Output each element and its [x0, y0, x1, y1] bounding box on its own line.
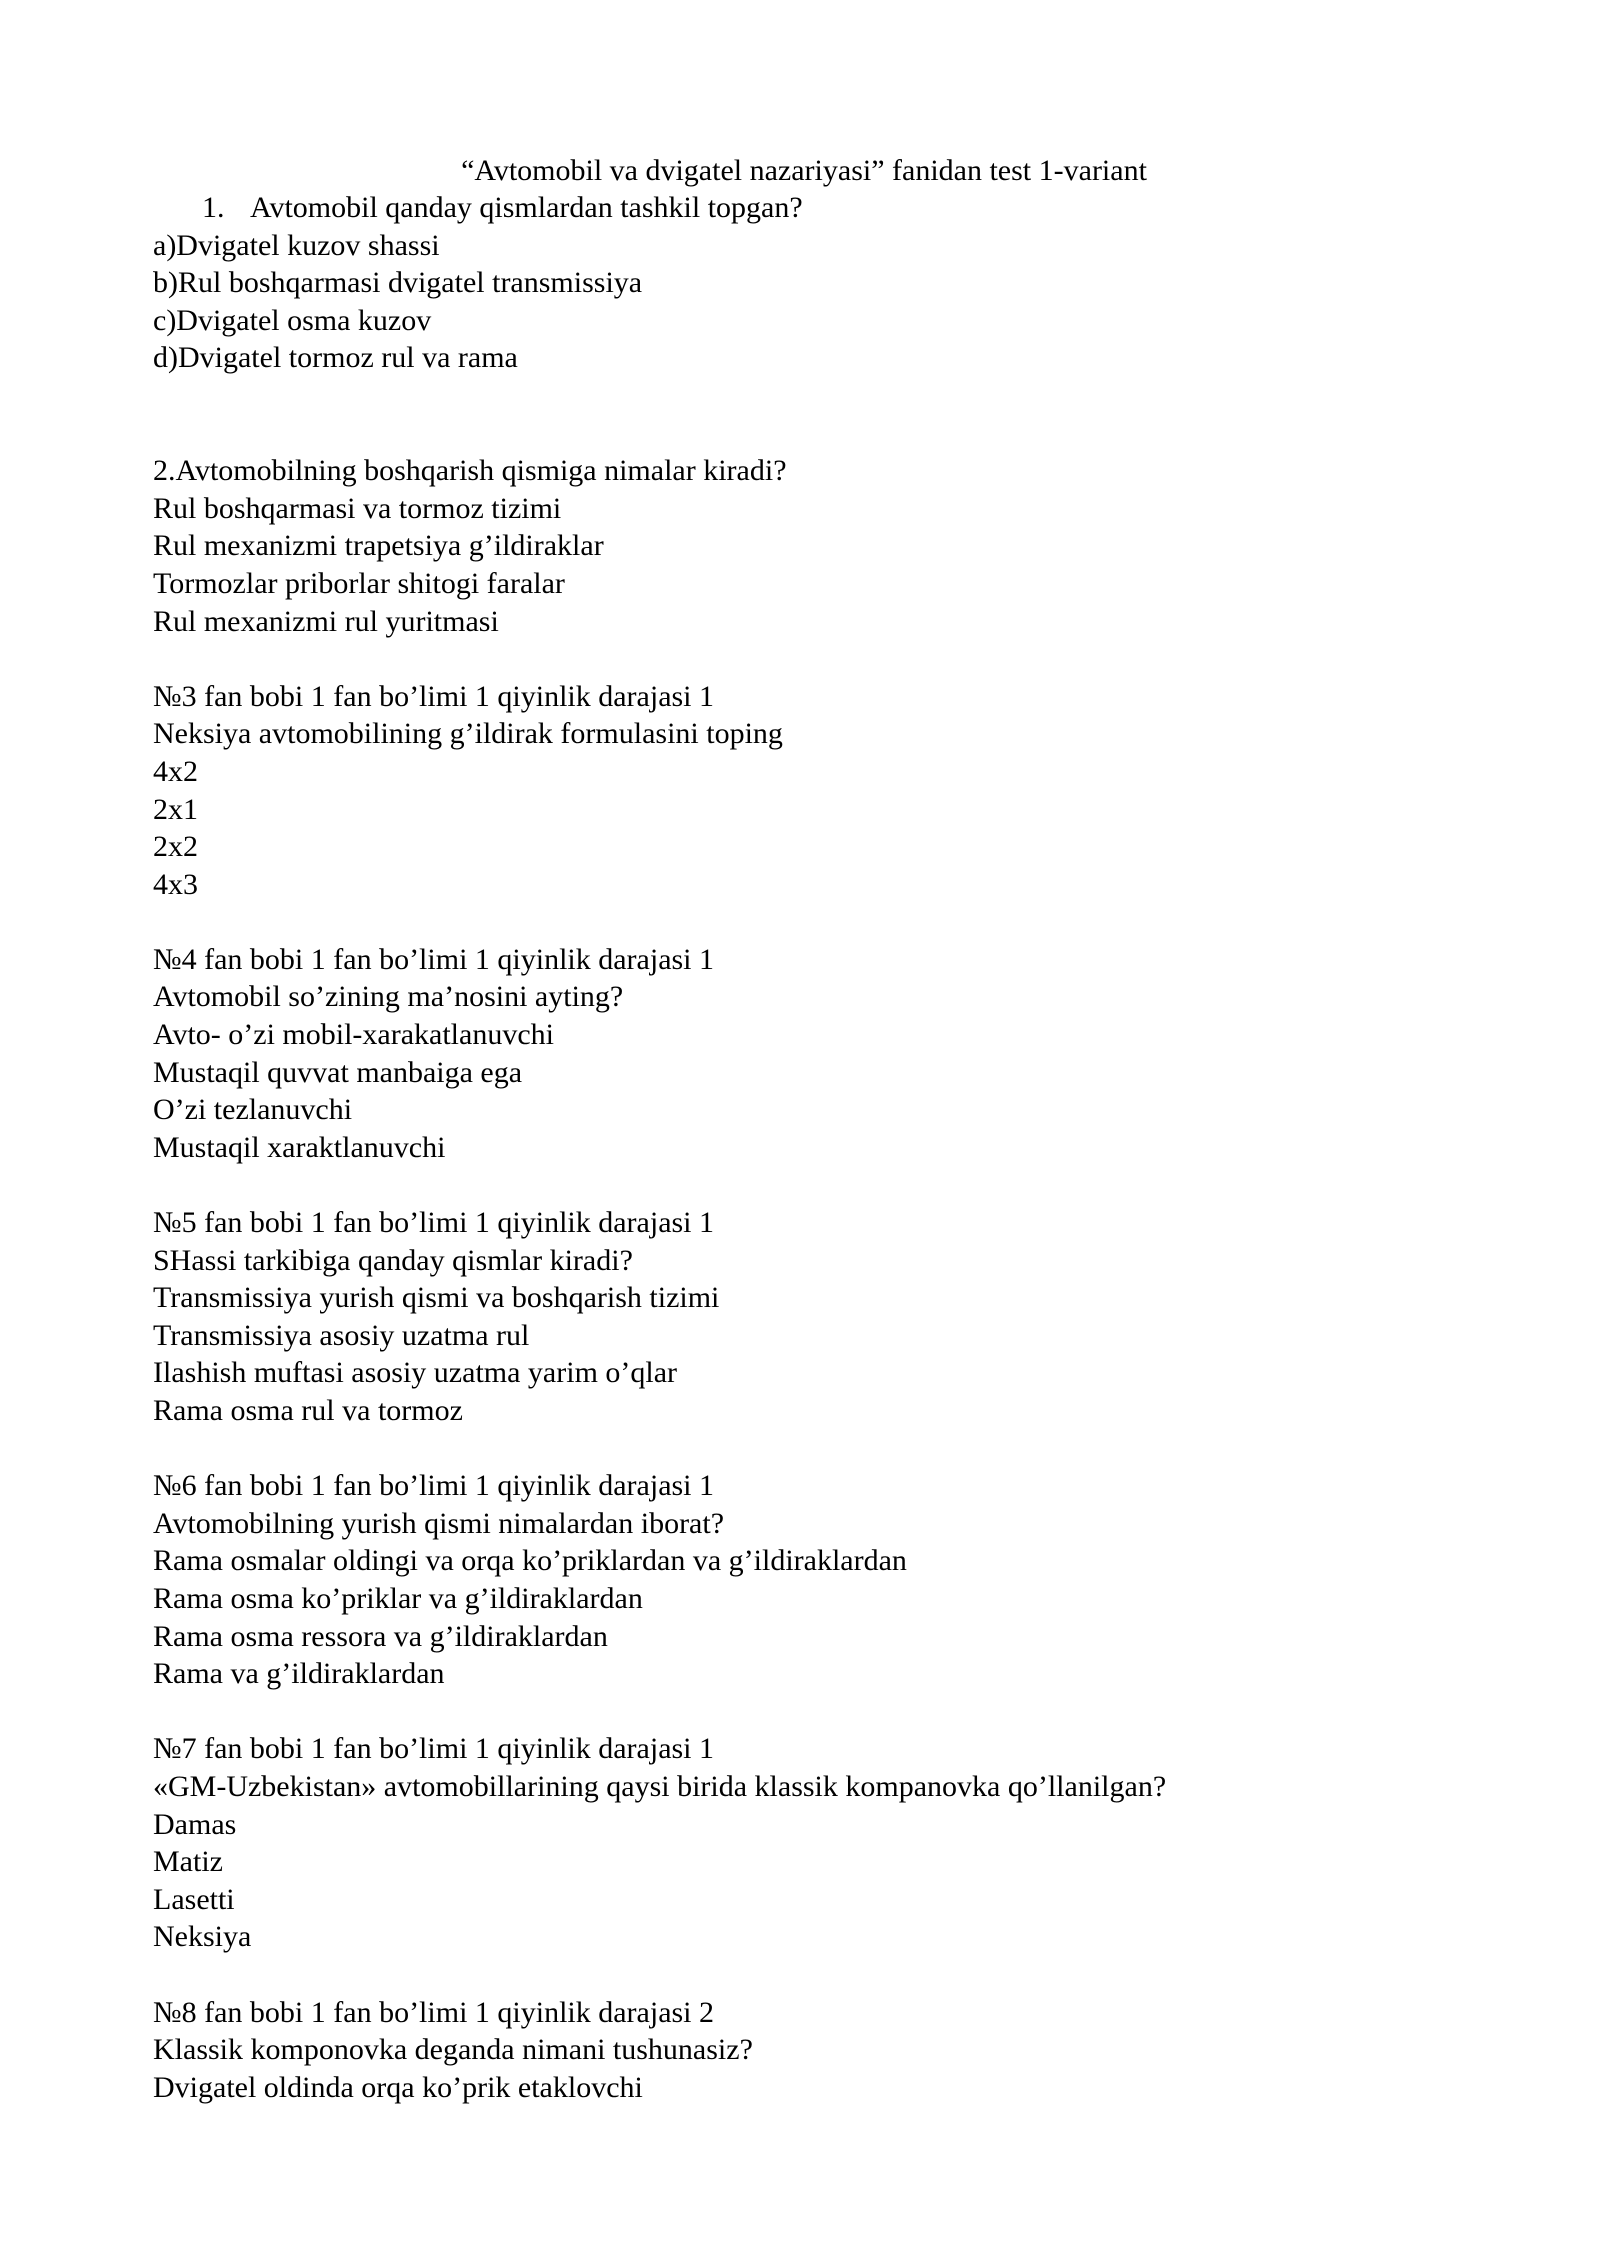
- question-2-option: Tormozlar priborlar shitogi faralar: [153, 566, 565, 600]
- question-1-option-c: c)Dvigatel osma kuzov: [153, 303, 432, 337]
- question-5: [153, 1204, 1453, 1430]
- question-6: [153, 1467, 1453, 1693]
- question-5-option: Transmissiya asosiy uzatma rul: [153, 1318, 530, 1352]
- question-2-text: 2.Avtomobilning boshqarish qismiga nimalar kiradi?: [153, 454, 787, 488]
- question-3-option: 4x3: [153, 867, 198, 901]
- question-3-header: №3 fan bobi 1 fan bo’limi 1 qiyinlik darajasi 1: [153, 679, 715, 713]
- question-3-option: 2x2: [153, 830, 198, 864]
- question-5-option: Ilashish muftasi asosiy uzatma yarim o’qlar: [153, 1356, 678, 1390]
- spacer: [153, 377, 1453, 452]
- question-8-header: №8 fan bobi 1 fan bo’limi 1 qiyinlik darajasi 2: [153, 1995, 715, 2029]
- question-3-option: 2x1: [153, 792, 198, 826]
- question-7-option: Damas: [153, 1807, 237, 1841]
- question-4-option: Mustaqil quvvat manbaiga ega: [153, 1055, 523, 1089]
- question-5-header: №5 fan bobi 1 fan bo’limi 1 qiyinlik darajasi 1: [153, 1206, 715, 1240]
- question-1-option-b: b)Rul boshqarmasi dvigatel transmissiya: [153, 266, 643, 300]
- question-2: [153, 452, 1453, 640]
- question-6-option: Rama va g’ildiraklardan: [153, 1657, 445, 1691]
- question-6-header: №6 fan bobi 1 fan bo’limi 1 qiyinlik darajasi 1: [153, 1469, 715, 1503]
- question-4: [153, 941, 1453, 1167]
- spacer: [153, 1430, 1453, 1468]
- spacer: [153, 1693, 1453, 1731]
- question-7: [153, 1730, 1453, 1956]
- question-7-option: Neksiya: [153, 1920, 252, 1954]
- question-5-text: SHassi tarkibiga qanday qismlar kiradi?: [153, 1243, 633, 1277]
- question-4-option: Mustaqil xaraktlanuvchi: [153, 1130, 446, 1164]
- question-7-header: №7 fan bobi 1 fan bo’limi 1 qiyinlik darajasi 1: [153, 1732, 715, 1766]
- question-6-option: Rama osma ko’priklar va g’ildiraklardan: [153, 1581, 643, 1615]
- question-7-text: «GM-Uzbekistan» avtomobillarining qaysi birida klassik kompanovka qo’llanilgan?: [153, 1769, 1167, 1803]
- question-3-text: Neksiya avtomobilining g’ildirak formulasini toping: [153, 717, 783, 751]
- spacer: [153, 640, 1453, 678]
- question-5-option: Transmissiya yurish qismi va boshqarish tizimi: [153, 1281, 720, 1315]
- question-5-option: Rama osma rul va tormoz: [153, 1394, 463, 1427]
- question-3: [153, 678, 1453, 904]
- document-title: “Avtomobil va dvigatel nazariyasi” fanidan test 1-variant: [461, 154, 1147, 187]
- question-4-text: Avtomobil so’zining ma’nosini ayting?: [153, 980, 624, 1014]
- question-7-option: Matiz: [153, 1845, 223, 1879]
- question-6-option: Rama osma ressora va g’ildiraklardan: [153, 1619, 608, 1653]
- spacer: [153, 1956, 1453, 1994]
- question-1-heading: [153, 189, 1453, 227]
- spacer: [153, 1166, 1453, 1204]
- question-1-text: Avtomobil qanday qismlardan tashkil topgan?: [250, 191, 803, 224]
- question-1: [153, 189, 1453, 377]
- test-content: [153, 189, 1453, 2106]
- question-3-option: 4x2: [153, 754, 198, 788]
- question-4-option: Avto- o’zi mobil-xarakatlanuvchi: [153, 1018, 554, 1052]
- question-7-option: Lasetti: [153, 1882, 235, 1916]
- spacer: [153, 903, 1453, 941]
- question-1-option-a: a)Dvigatel kuzov shassi: [153, 228, 440, 262]
- question-8: [153, 1994, 1453, 2107]
- question-6-text: Avtomobilning yurish qismi nimalardan iborat?: [153, 1506, 725, 1540]
- question-1-number: 1.: [202, 191, 225, 224]
- question-8-text: Klassik komponovka deganda nimani tushunasiz?: [153, 2033, 753, 2067]
- question-4-option: O’zi tezlanuvchi: [153, 1093, 353, 1127]
- question-4-header: №4 fan bobi 1 fan bo’limi 1 qiyinlik darajasi 1: [153, 942, 715, 976]
- question-2-option: Rul mexanizmi rul yuritmasi: [153, 604, 499, 638]
- question-8-option: Dvigatel oldinda orqa ko’prik etaklovchi: [153, 2070, 643, 2104]
- question-1-option-d: d)Dvigatel tormoz rul va rama: [153, 341, 518, 375]
- question-2-option: Rul boshqarmasi va tormoz tizimi: [153, 491, 562, 525]
- question-6-option: Rama osmalar oldingi va orqa ko’priklardan va g’ildiraklardan: [153, 1544, 907, 1578]
- question-2-option: Rul mexanizmi trapetsiya g’ildiraklar: [153, 529, 604, 563]
